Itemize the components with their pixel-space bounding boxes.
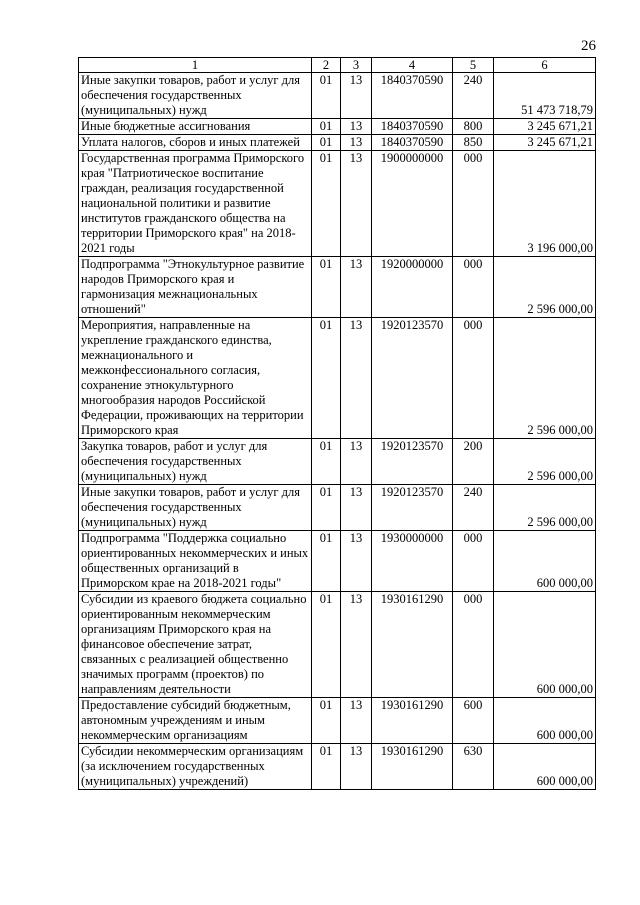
- subsection-code-cell: 13: [341, 119, 372, 135]
- table-row: [79, 439, 596, 485]
- expense-type-cell: 240: [453, 485, 494, 531]
- section-code-cell: 01: [312, 744, 341, 790]
- table-row: [79, 698, 596, 744]
- column-number-row: [79, 58, 596, 73]
- table-row: [79, 151, 596, 257]
- amount-cell: 600 000,00: [494, 592, 596, 698]
- subsection-code-cell: 13: [341, 439, 372, 485]
- section-code-cell: 01: [312, 439, 341, 485]
- subsection-code-cell: 13: [341, 257, 372, 318]
- target-article-cell: 1920123570: [372, 439, 453, 485]
- table-row: [79, 592, 596, 698]
- table-row: [79, 73, 596, 119]
- column-header: 2: [312, 58, 341, 73]
- section-code-cell: 01: [312, 151, 341, 257]
- column-header: 4: [372, 58, 453, 73]
- expense-type-cell: 200: [453, 439, 494, 485]
- row-name-cell: Уплата налогов, сборов и иных платежей: [79, 135, 312, 151]
- subsection-code-cell: 13: [341, 698, 372, 744]
- target-article-cell: 1930161290: [372, 592, 453, 698]
- row-name-cell: Субсидии из краевого бюджета социально ориентированным некоммерческим организациям Приморского края на финансовое обеспечение затрат, связанных с реализацией общественно значимых программ (проектов) по направлениям деятельности: [79, 592, 312, 698]
- column-header: 5: [453, 58, 494, 73]
- target-article-cell: 1900000000: [372, 151, 453, 257]
- section-code-cell: 01: [312, 485, 341, 531]
- table-row: [79, 119, 596, 135]
- amount-cell: 2 596 000,00: [494, 257, 596, 318]
- section-code-cell: 01: [312, 135, 341, 151]
- section-code-cell: 01: [312, 698, 341, 744]
- table-row: [79, 485, 596, 531]
- target-article-cell: 1840370590: [372, 73, 453, 119]
- row-name-cell: Иные закупки товаров, работ и услуг для обеспечения государственных (муниципальных) нужд: [79, 73, 312, 119]
- subsection-code-cell: 13: [341, 73, 372, 119]
- table-row: [79, 744, 596, 790]
- row-name-cell: Государственная программа Приморского края "Патриотическое воспитание граждан, реализация государственной национальной политики и развитие институтов гражданского общества на территории Приморского края" на 2018-2021 годы: [79, 151, 312, 257]
- column-header: 6: [494, 58, 596, 73]
- subsection-code-cell: 13: [341, 151, 372, 257]
- row-name-cell: Предоставление субсидий бюджетным, автономным учреждениям и иным некоммерческим организациям: [79, 698, 312, 744]
- section-code-cell: 01: [312, 257, 341, 318]
- expense-type-cell: 000: [453, 531, 494, 592]
- table-row: [79, 257, 596, 318]
- expense-type-cell: 850: [453, 135, 494, 151]
- table-row: [79, 135, 596, 151]
- expense-type-cell: 600: [453, 698, 494, 744]
- expense-type-cell: 000: [453, 318, 494, 439]
- target-article-cell: 1840370590: [372, 119, 453, 135]
- expense-type-cell: 800: [453, 119, 494, 135]
- amount-cell: 3 245 671,21: [494, 119, 596, 135]
- row-name-cell: Подпрограмма "Этнокультурное развитие народов Приморского края и гармонизация межнациональных отношений": [79, 257, 312, 318]
- expense-type-cell: 000: [453, 257, 494, 318]
- expense-type-cell: 630: [453, 744, 494, 790]
- row-name-cell: Иные бюджетные ассигнования: [79, 119, 312, 135]
- section-code-cell: 01: [312, 119, 341, 135]
- amount-cell: 2 596 000,00: [494, 485, 596, 531]
- row-name-cell: Закупка товаров, работ и услуг для обеспечения государственных (муниципальных) нужд: [79, 439, 312, 485]
- target-article-cell: 1840370590: [372, 135, 453, 151]
- subsection-code-cell: 13: [341, 135, 372, 151]
- expense-type-cell: 000: [453, 151, 494, 257]
- section-code-cell: 01: [312, 592, 341, 698]
- page-number: 26: [581, 38, 596, 54]
- amount-cell: 2 596 000,00: [494, 439, 596, 485]
- target-article-cell: 1930161290: [372, 744, 453, 790]
- amount-cell: 600 000,00: [494, 698, 596, 744]
- target-article-cell: 1920000000: [372, 257, 453, 318]
- row-name-cell: Субсидии некоммерческим организациям (за исключением государственных (муниципальных) учреждений): [79, 744, 312, 790]
- amount-cell: 3 196 000,00: [494, 151, 596, 257]
- target-article-cell: 1920123570: [372, 318, 453, 439]
- row-name-cell: Подпрограмма "Поддержка социально ориентированных некоммерческих и иных общественных организаций в Приморском крае на 2018-2021 годы": [79, 531, 312, 592]
- section-code-cell: 01: [312, 531, 341, 592]
- section-code-cell: 01: [312, 73, 341, 119]
- expense-type-cell: 000: [453, 592, 494, 698]
- amount-cell: 51 473 718,79: [494, 73, 596, 119]
- subsection-code-cell: 13: [341, 531, 372, 592]
- subsection-code-cell: 13: [341, 318, 372, 439]
- target-article-cell: 1930161290: [372, 698, 453, 744]
- subsection-code-cell: 13: [341, 592, 372, 698]
- row-name-cell: Иные закупки товаров, работ и услуг для обеспечения государственных (муниципальных) нужд: [79, 485, 312, 531]
- target-article-cell: 1930000000: [372, 531, 453, 592]
- section-code-cell: 01: [312, 318, 341, 439]
- budget-table: [78, 57, 596, 790]
- subsection-code-cell: 13: [341, 744, 372, 790]
- amount-cell: 600 000,00: [494, 531, 596, 592]
- expense-type-cell: 240: [453, 73, 494, 119]
- target-article-cell: 1920123570: [372, 485, 453, 531]
- table-row: [79, 531, 596, 592]
- amount-cell: 600 000,00: [494, 744, 596, 790]
- column-header: 1: [79, 58, 312, 73]
- column-header: 3: [341, 58, 372, 73]
- table-row: [79, 318, 596, 439]
- subsection-code-cell: 13: [341, 485, 372, 531]
- amount-cell: 3 245 671,21: [494, 135, 596, 151]
- row-name-cell: Мероприятия, направленные на укрепление гражданского единства, межнационального и межконфессионального согласия, сохранение этнокультурного многообразия народов Российской Федерации, проживающих на территории Приморского края: [79, 318, 312, 439]
- amount-cell: 2 596 000,00: [494, 318, 596, 439]
